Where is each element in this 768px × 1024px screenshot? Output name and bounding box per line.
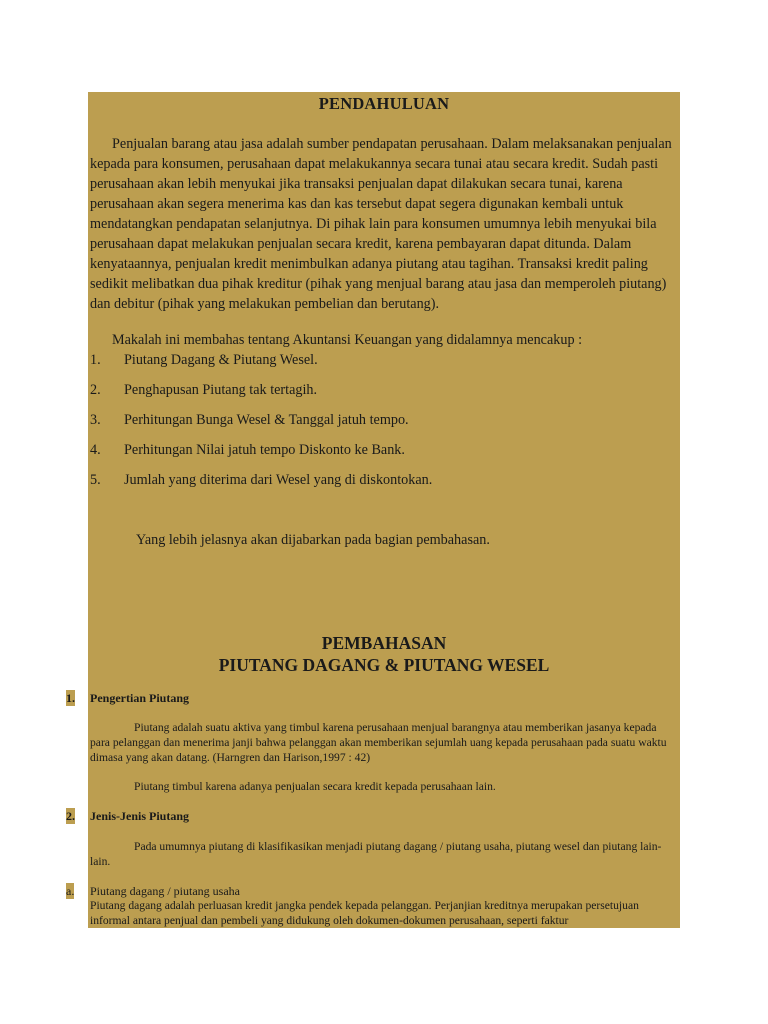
list-item-text: Piutang Dagang & Piutang Wesel. xyxy=(124,352,318,368)
list-item-number: 2. xyxy=(90,382,101,398)
list-item-text: Jumlah yang diterima dari Wesel yang di diskontokan. xyxy=(124,472,433,488)
section-heading: Pengertian Piutang xyxy=(90,691,189,705)
intro-paragraph: Penjualan barang atau jasa adalah sumber pendapatan perusahaan. Dalam melaksanakan penjualan kepada para konsumen, perusahaan dapat melakukannya secara tunai atau secara kredit. Sudah pasti perusahaan akan lebih menyukai jika transaksi penjualan dapat dilakukan secara tunai, karena perusahaan akan segera menerima kas dan kas tersebut dapat segera digunakan kembali untuk mendatangkan pendapatan selanjutnya. Di pihak lain para konsumen umumnya lebih menyukai bila perusahaan dapat melakukan penjualan secara kredit, karena pembayaran dapat ditunda. Dalam kenyataannya, penjualan kredit menimbulkan adanya piutang atau tagihan. Transaksi kredit paling sedikit melibatkan dua pihak kreditur (pihak yang menjual barang atau jasa dan memperoleh piutang) dan debitur (pihak yang melakukan pembelian dan berutang). xyxy=(90,136,672,312)
subsection-heading: Piutang dagang / piutang usaha xyxy=(90,884,240,898)
list-item-text: Perhitungan Bunga Wesel & Tanggal jatuh tempo. xyxy=(124,412,409,428)
discussion-title: PEMBAHASAN xyxy=(321,633,447,653)
list-item-number: 5. xyxy=(90,472,101,488)
subsection-paragraph: Piutang dagang adalah perluasan kredit jangka pendek kepada pelanggan. Perjanjian kreditnya merupakan persetujuan informal antara penjual dan pembeli yang didukung oleh dokumen-dokumen perusahaan, seperti faktur xyxy=(90,899,639,927)
section-paragraph: Piutang adalah suatu aktiva yang timbul karena perusahaan menjual barangnya atau memberikan jasanya kepada para pelanggan dan menerima janji bahwa pelanggan akan memberikan sejumlah uang kepada perusahaan pada suatu waktu dimasa yang akan datang. (Harngren dan Harison,1997 : 42) xyxy=(90,721,667,764)
section-paragraph: Pada umumnya piutang di klasifikasikan menjadi piutang dagang / piutang usaha, piutang wesel dan piutang lain-lain. xyxy=(90,840,662,868)
list-item-number: 3. xyxy=(90,412,101,428)
section-paragraph: Piutang timbul karena adanya penjualan secara kredit kepada perusahaan lain. xyxy=(134,780,496,793)
subsection-letter: a. xyxy=(66,884,75,898)
scope-line: Makalah ini membahas tentang Akuntansi Keuangan yang didalamnya mencakup : xyxy=(112,332,583,348)
discussion-subtitle: PIUTANG DAGANG & PIUTANG WESEL xyxy=(218,655,550,675)
list-item-number: 1. xyxy=(90,352,101,368)
intro-closing: Yang lebih jelasnya akan dijabarkan pada bagian pembahasan. xyxy=(136,532,490,548)
document-page xyxy=(66,92,680,928)
list-item-number: 4. xyxy=(90,442,101,458)
section-heading: Jenis-Jenis Piutang xyxy=(90,809,190,823)
list-item-text: Penghapusan Piutang tak tertagih. xyxy=(124,382,318,398)
intro-title: PENDAHULUAN xyxy=(318,94,450,113)
list-item-text: Perhitungan Nilai jatuh tempo Diskonto ke Bank. xyxy=(124,442,405,458)
section-number: 2. xyxy=(66,809,75,823)
section-number: 1. xyxy=(66,691,75,705)
